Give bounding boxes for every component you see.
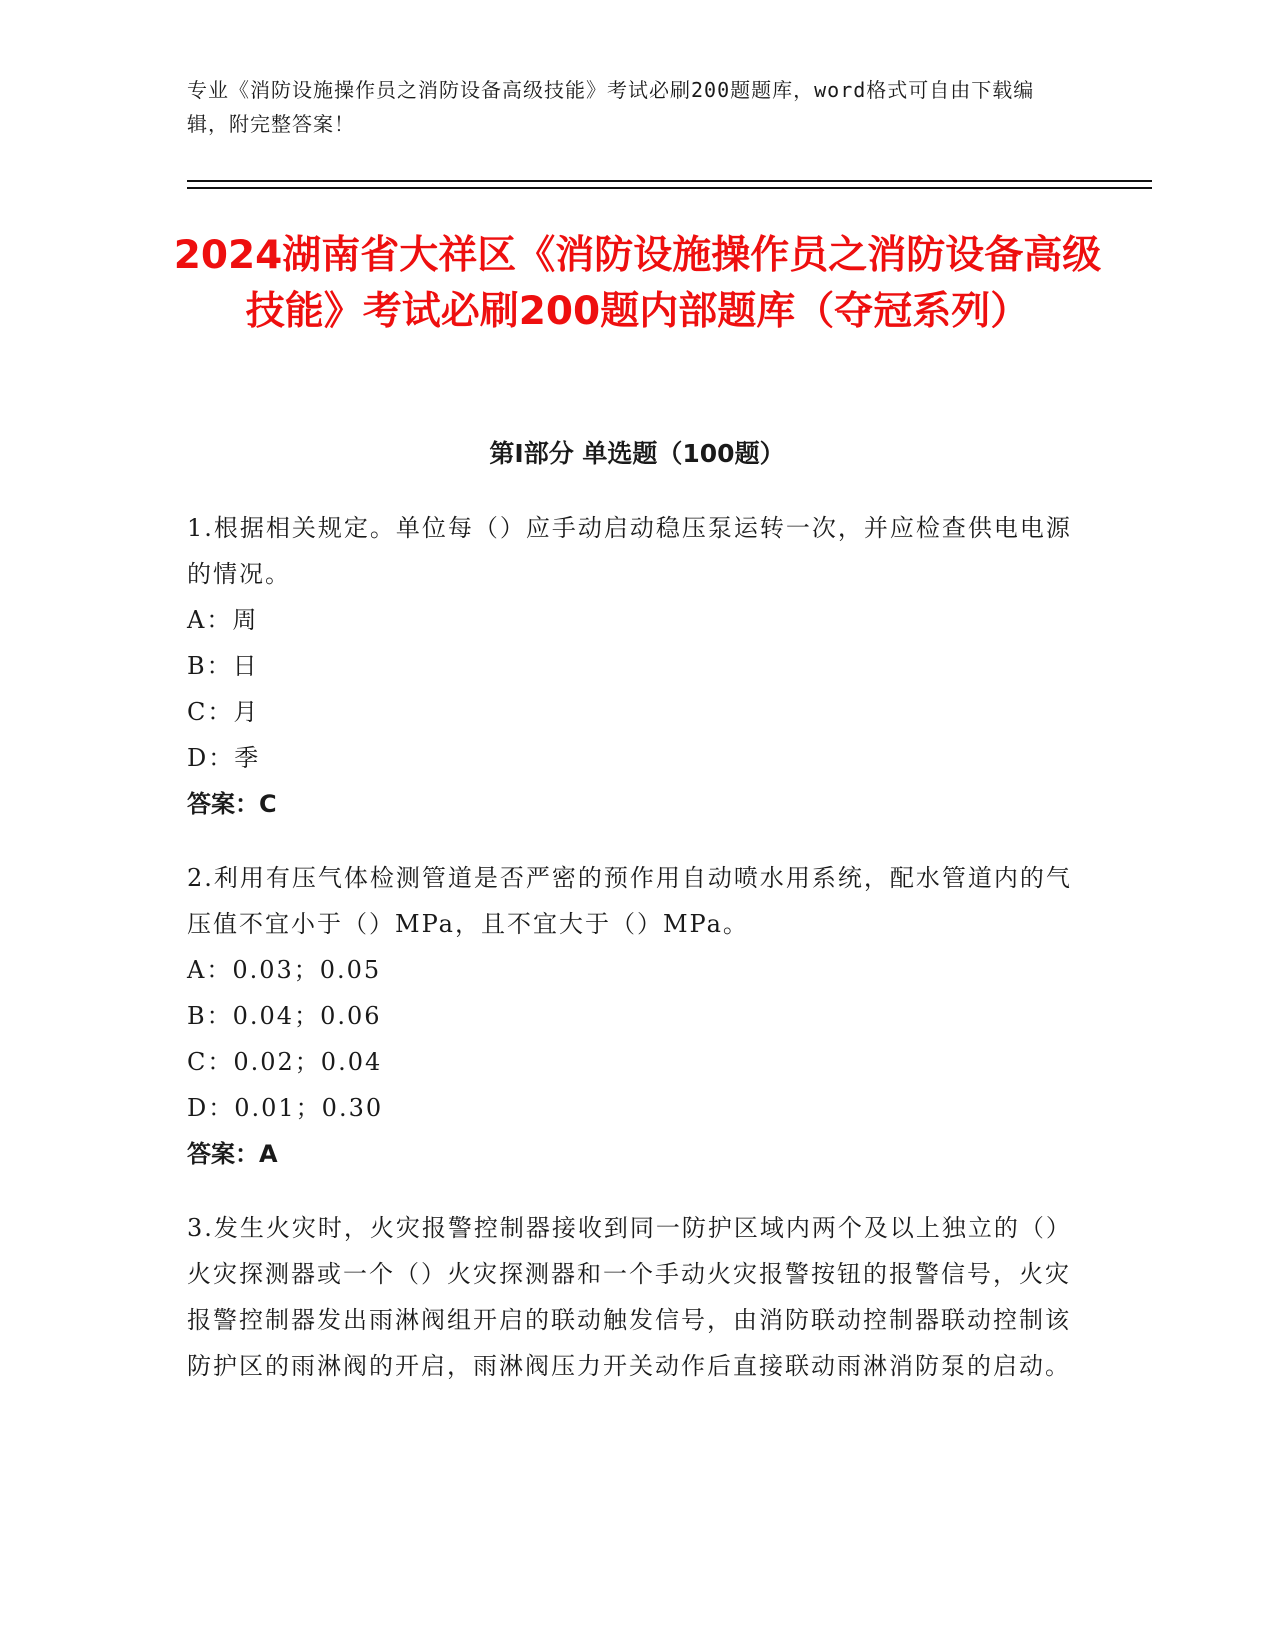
header-divider-bottom xyxy=(187,187,1152,189)
header-divider-top xyxy=(187,180,1152,182)
section-title: 第Ⅰ部分 单选题（100题） xyxy=(489,439,785,468)
option-c: C：0.02；0.04 xyxy=(187,1048,383,1076)
option-a: A：0.03；0.05 xyxy=(187,956,382,984)
question-stem: 3.发生火灾时，火灾报警控制器接收到同一防护区域内两个及以上独立的（）火灾探测器或一个（）火灾探测器和一个手动火灾报警按钮的报警信号，火灾报警控制器发出雨淋阀组开启的联动触发信号，由消防联动控制器联动控制该防护区的雨淋阀的开启，雨淋阀压力开关动作后直接联动雨淋消防泵的启动。 xyxy=(187,1214,1072,1380)
option-d: D：0.01；0.30 xyxy=(187,1094,384,1122)
document-title: 2024湖南省大祥区《消防设施操作员之消防设备高级技能》考试必刷200题内部题库（夺冠系列） xyxy=(173,233,1102,334)
option-b: B：0.04；0.06 xyxy=(187,1002,382,1030)
option-c: C：月 xyxy=(187,698,260,726)
question-2 xyxy=(187,855,1087,1177)
answer: 答案：C xyxy=(187,790,277,818)
header-note: 专业《消防设施操作员之消防设备高级技能》考试必刷200题题库，word格式可自由下载编辑，附完整答案！ xyxy=(187,78,1035,136)
answer: 答案：A xyxy=(187,1140,278,1168)
option-d: D：季 xyxy=(187,744,261,772)
question-1 xyxy=(187,505,1087,827)
option-b: B：日 xyxy=(187,652,259,680)
option-a: A：周 xyxy=(187,606,259,634)
question-stem: 1.根据相关规定。单位每（）应手动启动稳压泵运转一次，并应检查供电电源的情况。 xyxy=(187,514,1072,588)
question-3 xyxy=(187,1205,1087,1389)
question-stem: 2.利用有压气体检测管道是否严密的预作用自动喷水用系统，配水管道内的气压值不宜小于（）MPa，且不宜大于（）MPa。 xyxy=(187,864,1072,938)
